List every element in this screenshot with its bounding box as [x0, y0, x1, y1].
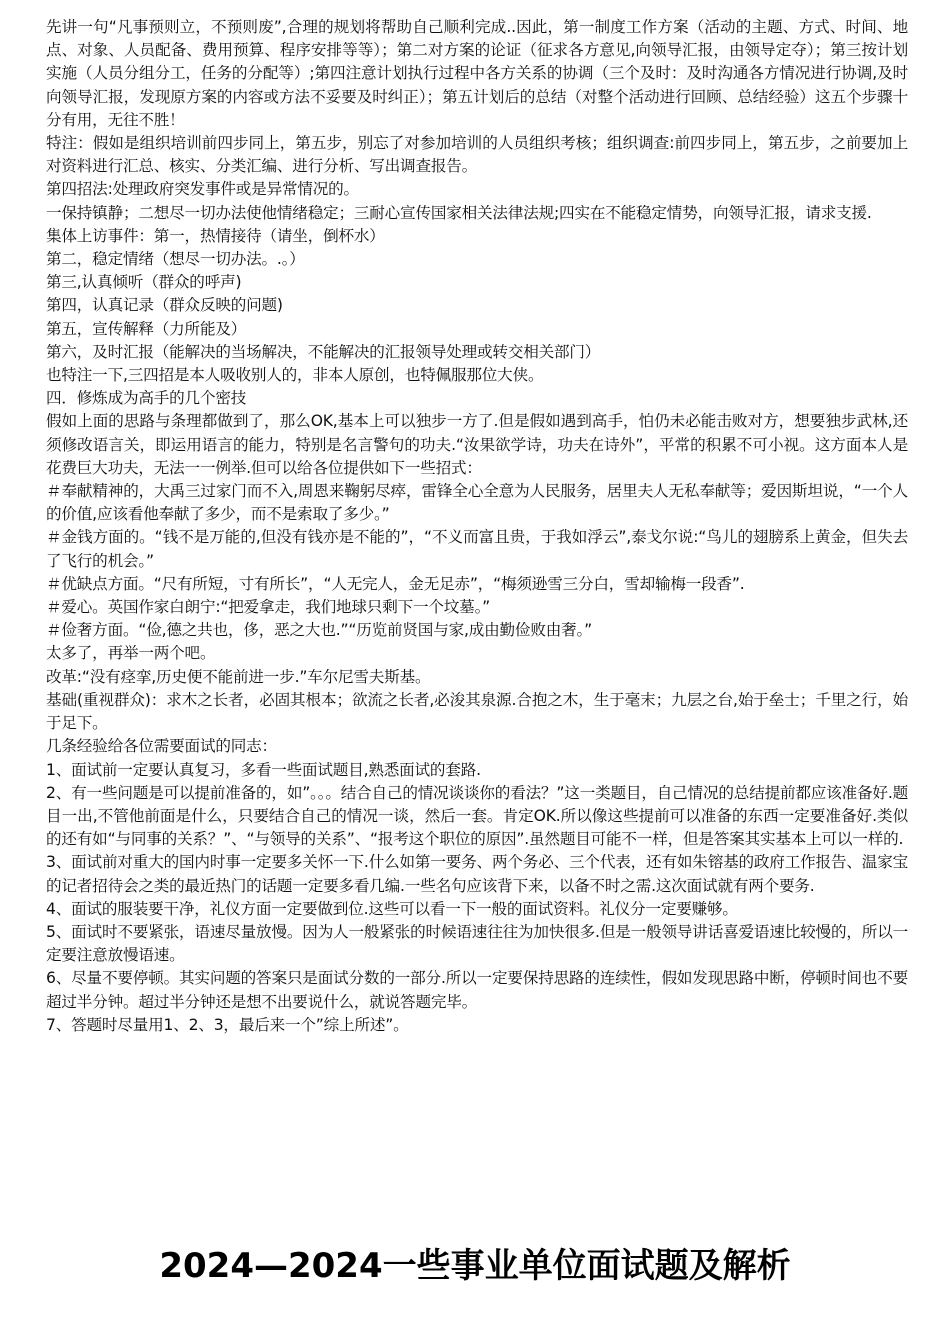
- paragraph-26: 4、面试的服装要干净，礼仪方面一定要做到位.这些可以看一下一般的面试资料。礼仪分一定要赚够。: [46, 899, 738, 918]
- paragraph-27: 5、面试时不要紧张，语速尽量放慢。因为人一般紧张的时候语速往往为加快很多.但是一般领导讲话喜爱语速比较慢的，所以一定要注意放慢语速。: [46, 922, 908, 965]
- paragraph-12: 四．修炼成为高手的几个密技: [46, 389, 247, 408]
- document-title: 2024—2024一些事业单位面试题及解析: [159, 1246, 791, 1286]
- paragraph-19: 太多了，再举一两个吧。: [46, 644, 216, 663]
- paragraph-10: 第六，及时汇报（能解决的当场解决，不能解决的汇报领导处理或转交相关部门）: [46, 342, 601, 361]
- paragraph-8: 第四，认真记录（群众反映的问题): [46, 296, 283, 315]
- paragraph-24: 2、有一些问题是可以提前准备的，如”。。。结合自己的情况谈谈你的看法？”这一类题目，自己情况的总结提前都应该准备好.题目一出,不管他前面是什么，只要结合自己的情况一谈，然后一套。肯定OK.所以像这些提前可以准备的东西一定要准备好.类似的还有如“与同事的关系？”、“与领导的关系”、“报考这个职位的原因”.虽然题目可能不一样，但是答案其实基本上可以一样的.: [46, 783, 908, 849]
- paragraph-15: ＃金钱方面的。“钱不是万能的,但没有钱亦是不能的”，“不义而富且贵，于我如浮云”,泰戈尔说:“鸟儿的翅膀系上黄金，但失去了飞行的机会。”: [46, 528, 908, 570]
- paragraph-6: 第二，稳定情绪（想尽一切办法。.。）: [46, 250, 305, 269]
- paragraph-9: 第五，宣传解释（力所能及）: [46, 319, 247, 338]
- paragraph-13: 假如上面的思路与条理都做到了，那么OK,基本上可以独步一方了.但是假如遇到高手，怕仍未必能击败对方，想要独步武林,还须修改语言关，即运用语言的能力，特别是名言警句的功夫.“汝果欲学诗，功夫在诗外”，平常的积累不可小视。这方面本人是花费巨大功夫，无法一一例举.但可以给各位提供如下一些招式：: [46, 412, 908, 477]
- paragraph-29: 7、答题时尽量用1、2、3，最后来一个”综上所述”。: [46, 1015, 409, 1034]
- paragraph-7: 第三,认真倾听（群众的呼声): [46, 273, 242, 292]
- paragraph-18: ＃俭奢方面。“俭,德之共也，侈，恶之大也.”“历览前贤国与家,成由勤俭败由奢。”: [46, 621, 592, 640]
- paragraph-1: 先讲一句“凡事预则立，不预则废”,合理的规划将帮助自己顺利完成..因此，第一制度工作方案（活动的主题、方式、时间、地点、对象、人员配备、费用预算、程序安排等等）；第二对方案的论证（征求各方意见,向领导汇报，由领导定夺）；第三按计划实施（人员分组分工，任务的分配等）;第四注意计划执行过程中各方关系的协调（三个及时：及时沟通各方情况进行协调,及时向领导汇报，发现原方案的内容或方法不妥要及时纠正）；第五计划后的总结（对整个活动进行回顾、总结经验）这五个步骤十分有用，无往不胜！: [46, 18, 908, 129]
- paragraph-28: 6、尽量不要停顿。其实问题的答案只是面试分数的一部分.所以一定要保持思路的连续性，假如发现思路中断，停顿时间也不要超过半分钟。超过半分钟还是想不出要说什么，就说答题完毕。: [46, 969, 908, 1011]
- paragraph-3: 第四招法:处理政府突发事件或是异常情况的。: [46, 180, 359, 199]
- paragraph-11: 也特注一下,三四招是本人吸收别人的，非本人原创，也特佩服那位大侠。: [46, 366, 544, 385]
- paragraph-14: ＃奉献精神的，大禹三过家门而不入,周恩来鞠躬尽瘁，雷锋全心全意为人民服务，居里夫人无私奉献等；爱因斯坦说，“一个人的价值,应该看他奉献了多少，而不是索取了多少。”: [46, 482, 908, 524]
- paragraph-5: 集体上访事件：第一，热情接待（请坐，倒杯水）: [46, 226, 385, 245]
- paragraph-2: 特注：假如是组织培训前四步同上，第五步，别忘了对参加培训的人员组织考核；组织调查:前四步同上，第五步，之前要加上对资料进行汇总、核实、分类汇编、进行分析、写出调查报告。: [46, 134, 908, 176]
- paragraph-17: ＃爱心。英国作家白朗宁:“把爱拿走，我们地球只剩下一个坟墓。”: [46, 598, 491, 617]
- paragraph-22: 几条经验给各位需要面试的同志：: [46, 737, 277, 756]
- paragraph-4: 一保持镇静；二想尽一切办法使他情绪稳定；三耐心宣传国家相关法律法规;四实在不能稳定情势，向领导汇报，请求支援.: [46, 203, 872, 222]
- paragraph-20: 改革:“没有痉挛,历史便不能前进一步.”车尔尼雪夫斯基。: [46, 667, 431, 686]
- paragraph-16: ＃优缺点方面。“尺有所短，寸有所长”，“人无完人，金无足赤”，“梅须逊雪三分白，雪却输梅一段香”.: [46, 574, 745, 593]
- paragraph-23: 1、面试前一定要认真复习，多看一些面试题目,熟悉面试的套路.: [46, 760, 481, 779]
- document-body: [46, 16, 908, 1037]
- paragraph-25: 3、面试前对重大的国内时事一定要多关怀一下.什么如第一要务、两个务必、三个代表，还有如朱镕基的政府工作报告、温家宝的记者招待会之类的最近热门的话题一定要多看几编.一些名句应该背下来，以备不时之需.这次面试就有两个要务.: [46, 853, 908, 895]
- paragraph-21: 基础(重视群众)：求木之长者，必固其根本；欲流之长者,必浚其泉源.合抱之木，生于毫末；九层之台,始于垒士；千里之行，始于足下。: [46, 690, 908, 733]
